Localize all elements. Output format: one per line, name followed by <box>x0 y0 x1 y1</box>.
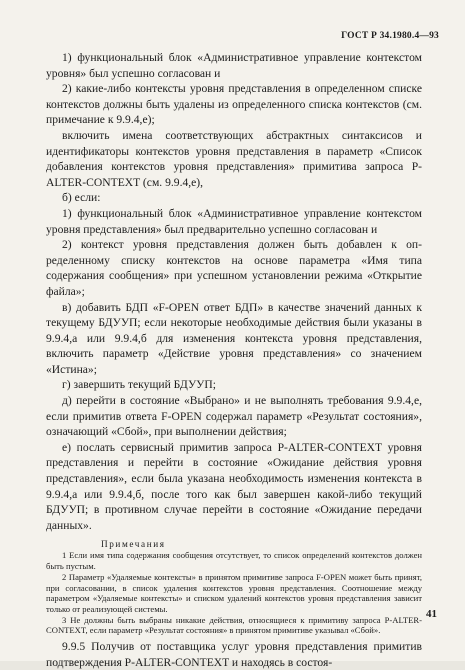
paragraph: в) добавить БДП «F-OPEN ответ БДП» в качестве значений данных к текущему БДУУП; если некоторые необходимые действия были указаны в 9.9.4,а или 9.9.4,б для изменения контекста уровня представления, включить параметр «Действие уровня представления» со значением «Истина»; <box>46 300 422 376</box>
closing-paragraph: 9.9.5 Получив от поставщика услуг уровня представления примитив подтверждения P-ALTER-CONTEXT и находясь в состоя- <box>46 640 422 669</box>
paragraph: 1) функциональный блок «Административное управление контекстом уровня представления» был предварительно успешно согласован и <box>46 206 422 236</box>
notes-heading: Примечания <box>101 539 166 550</box>
note-item: 3 Не должны быть выбраны никакие действия, относящиеся к примитиву запроса P-ALTER-CONTEXT, если параметр «Результат состояния» в принятом примитиве указывал «Сбой». <box>46 614 422 636</box>
paragraph: 2) какие-либо контексты уровня представления в определенном списке контекстов должны быть удалены из определенного списка контекстов (см. примечание к 9.9.4,е); <box>46 82 422 127</box>
standard-header: ГОСТ Р 34.1980.4—93 <box>341 31 439 41</box>
paragraph: включить имена соответствующих абстрактных синтаксисов и идентификаторы контекстов уровня представления в параметр «Список добавления контекстов уровня представления» примитива запроса P-ALTER-CONTEXT (см. 9.9.4,е), <box>46 128 422 189</box>
paragraph: б) если: <box>62 191 101 205</box>
paragraph: г) завершить текущий БДУУП; <box>62 378 216 392</box>
note-item: 2 Параметр «Удаляемые контексты» в принятом примитиве запроса F-OPEN может быть принят, при согласовании, в список удаления контекстов уровня представления. Соотношение между параметром «Удаляемые контексты» и списком удалений контекстов уровня представления зависит только от реализующей системы. <box>46 571 422 614</box>
paragraph: е) послать сервисный примитив запроса P-ALTER-CONTEXT уровня представления и перейти в состояние «Ожидание действия уровня представления», если была указана необходимость изменения контекста в 9.9.4,а или 9.9.4,б, после того как был завершен какой-либо текущий БДУУП; в противном случае перейти в состояние «Ожидание передачи данных». <box>46 440 422 532</box>
page-body <box>46 50 422 670</box>
paragraph: 2) контекст уровня представления должен быть добавлен к определенному списку контекстов на основе параметра «Имя типа содержания сообщения» при успешном установлении режима «Открытие файла»; <box>46 238 422 298</box>
note-item: 1 Если имя типа содержания сообщения отсутствует, то список определений контекстов должен быть пустым. <box>46 550 422 572</box>
paragraph: д) перейти в состояние «Выбрано» и не выполнять требования 9.9.4,е, если примитив ответа F-OPEN содержал параметр «Результат состояния», означающий «Сбой», при выполнении действия; <box>46 394 422 439</box>
paragraph: 1) функциональный блок «Административное управление контекстом уровня» был успешно согласован и <box>46 51 422 80</box>
page-number: 41 <box>426 608 437 620</box>
